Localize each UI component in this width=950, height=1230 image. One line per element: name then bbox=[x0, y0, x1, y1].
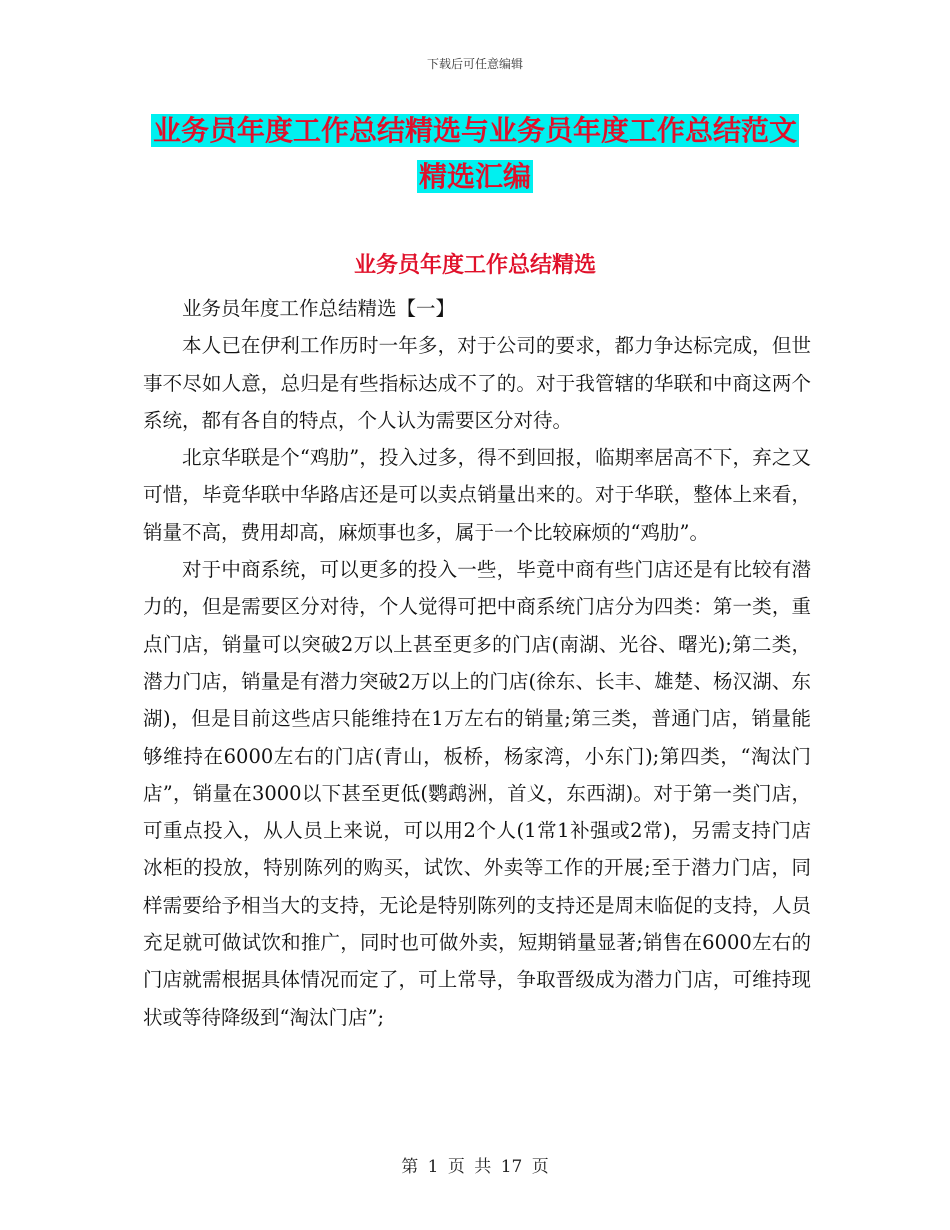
page-header-note: 下载后可任意编辑 bbox=[426, 57, 523, 71]
paragraph: 本人已在伊利工作历时一年多，对于公司的要求，都力争达标完成，但世事不尽如人意，总归是有些指标达成不了的。对于我管辖的华联和中商这两个系统，都有各自的特点，个人认为需要区分对待。 bbox=[143, 334, 811, 432]
paragraph: 北京华联是个“鸡肋”，投入过多，得不到回报，临期率居高不下，弃之又可惜，毕竟华联中华路店还是可以卖点销量出来的。对于华联，整体上来看，销量不高，费用却高，麻烦事也多，属于一个比较麻烦的“鸡肋”。 bbox=[143, 446, 811, 544]
document-title-line2: 精选汇编 bbox=[418, 160, 531, 193]
page-footer: 第 1 页 共 17 页 bbox=[401, 1157, 549, 1177]
paragraph: 对于中商系统，可以更多的投入一些，毕竟中商有些门店还是有比较有潜力的，但是需要区分对待，个人觉得可把中商系统门店分为四类：第一类，重点门店，销量可以突破2万以上甚至更多的门店(南湖、光谷、曙光);第二类，潜力门店，销量是有潜力突破2万以上的门店(徐东、长丰、雄楚、杨汉湖、东湖)，但是目前这些店只能维持在1万左右的销量;第三类，普通门店，销量能够维持在6000左右的门店(青山，板桥，杨家湾，小东门);第四类，“淘汰门店”，销量在3000以下甚至更低(鹦鹉洲，首义，东西湖)。对于第一类门店，可重点投入，从人员上来说，可以用2个人(1常1补强或2常)，另需支持门店冰柜的投放，特别陈列的购买，试饮、外卖等工作的开展;至于潜力门店，同样需要给予相当大的支持，无论是特别陈列的支持还是周末临促的支持，人员充足就可做试饮和推广，同时也可做外卖，短期销量显著;销售在6000左右的门店就需根据具体情况而定了，可上常导，争取晋级成为潜力门店，可维持现状或等待降级到“淘汰门店”; bbox=[143, 558, 811, 1029]
document-title-line1: 业务员年度工作总结精选与业务员年度工作总结范文 bbox=[152, 114, 797, 147]
document-title bbox=[140, 108, 810, 200]
paragraph-subheading: 业务员年度工作总结精选【一】 bbox=[182, 297, 456, 320]
section-title: 业务员年度工作总结精选 bbox=[353, 253, 596, 278]
document-body bbox=[143, 290, 811, 1036]
